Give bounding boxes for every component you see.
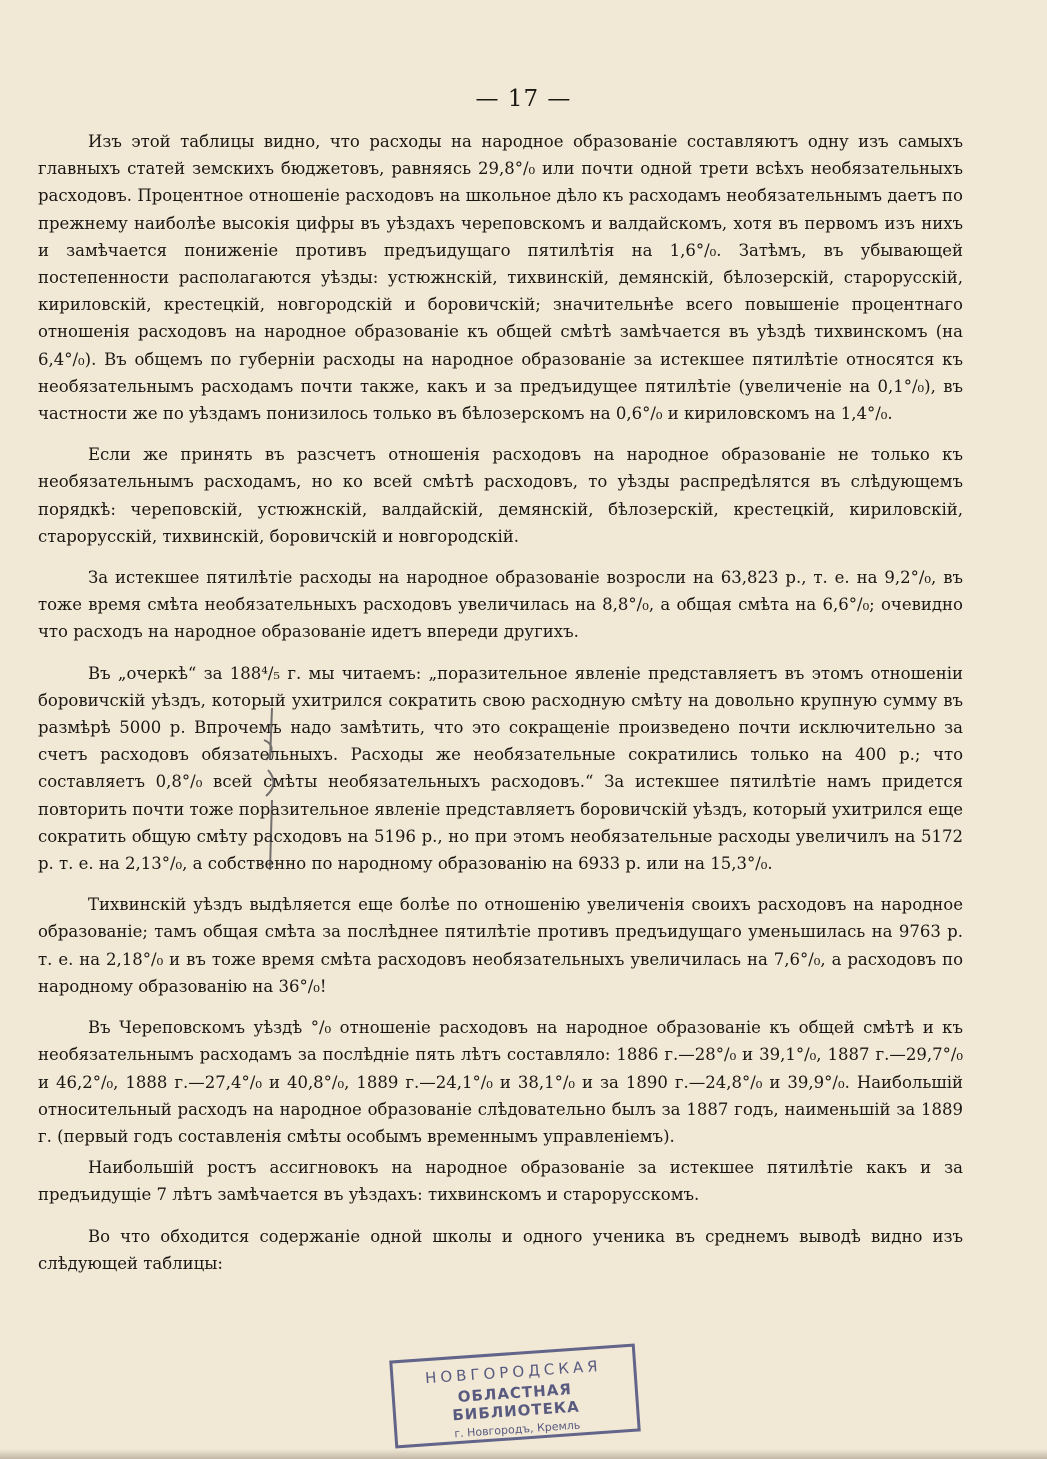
paragraph-8: Во что обходится содержаніе одной школы и одного ученика въ среднемъ выводѣ видно изъ слѣдующей таблицы: [38, 1226, 963, 1273]
paragraph-3: За истекшее пятилѣтіе расходы на народное образованіе возросли на 63,823 р., т. е. на 9,2°/₀, въ тоже время смѣта необязательныхъ расходовъ увеличилась на 8,8°/₀, а общая смѣта на 6,6°/₀; очевидно что расходъ на народное образованіе идетъ впереди другихъ. [38, 568, 963, 642]
paragraph-1: Изъ этой таблицы видно, что расходы на народное образованіе составляютъ одну изъ самыхъ главныхъ статей земскихъ бюджетовъ, равняясь 29,8°/₀ или почти одной трети всѣхъ необязательныхъ расходовъ. Процентное отношеніе расходовъ на школьное дѣло къ расходамъ необязательнымъ даетъ по прежнему наиболѣе высокія цифры въ уѣздахъ череповскомъ и валдайскомъ, хотя въ первомъ изъ нихъ и замѣчается пониженіе противъ предъидущаго пятилѣтія на 1,6°/₀. Затѣмъ, въ убывающей постепенности располагаются уѣзды: устюжнскій, тихвинскій, демянскій, бѣлозерскій, старорусскій, кириловскій, крестецкій, новгородскій и боровичскій; значительнѣе всего повышеніе процентнаго отношенія расходовъ на народное образованіе къ общей смѣтѣ замѣчается въ уѣздѣ тихвинскомъ (на 6,4°/₀). Въ общемъ по губерніи расходы на народное образованіе за истекшее пятилѣтіе относятся къ необязательнымъ расходамъ почти также, какъ и за предъидущее пятилѣтіе (увеличеніе на 0,1°/₀), въ частности же по уѣздамъ понизилось только въ бѣлозерскомъ на 0,6°/₀ и кириловскомъ на 1,4°/₀. [38, 132, 963, 424]
paragraph-5: Тихвинскій уѣздъ выдѣляется еще болѣе по отношенію увеличенія своихъ расходовъ на народное образованіе; тамъ общая смѣта за послѣднее пятилѣтіе противъ предъидущаго уменьшилась на 9763 р. т. е. на 2,18°/₀ и въ тоже время смѣта расходовъ необязательныхъ увеличилась на 7,6°/₀, а расходовъ по народному образованію на 36°/₀! [38, 895, 963, 996]
paragraph-2: Если же принять въ разсчетъ отношенія расходовъ на народное образованіе не только къ необязательнымъ расходамъ, но ко всей смѣтѣ расходовъ, то уѣзды распредѣлятся въ слѣдующемъ порядкѣ: череповскій, устюжнскій, валдайскій, демянскій, бѣлозерскій, крестецкій, кириловскій, старорусскій, тихвинскій, боровичскій и новгородскій. [38, 445, 963, 546]
stamp-line-1: НОВГОРОДСКАЯ [424, 1356, 603, 1388]
paragraph-7: Наибольшій ростъ ассигновокъ на народное образованіе за истекшее пятилѣтіе какъ и за предъидущіе 7 лѣтъ замѣчается въ уѣздахъ: тихвинскомъ и старорусскомъ. [38, 1158, 963, 1205]
body-text [38, 128, 963, 1291]
paragraph-4: Въ „очеркѣ“ за 188⁴/₅ г. мы читаемъ: „поразительное явленіе представляетъ въ этомъ отношеніи боровичскій уѣздъ, который ухитрился сократить свою расходную смѣту на довольно крупную сумму въ размѣрѣ 5000 р. Впрочемъ надо замѣтить, что это сокращеніе произведено почти исключительно за счетъ расходовъ обязательныхъ. Расходы же необязательные сократились только на 400 р.; что составляетъ 0,8°/₀ всей смѣты необязательныхъ расходовъ.“ За истекшее пятилѣтіе намъ придется повторить почти тоже поразительное явленіе представляетъ боровичскій уѣздъ, который ухитрился еще сократить общую смѣту расходовъ на 5196 р., но при этомъ необязательные расходы увеличилъ на 5172 р. т. е. на 2,13°/₀, а собственно по народному образованію на 6933 р. или на 15,3°/₀. [38, 663, 963, 874]
stamp-line-2: ОБЛАСТНАЯ БИБЛИОТЕКА [451, 1380, 581, 1425]
library-stamp [389, 1344, 641, 1449]
stamp-line-3: г. Новгородъ, Кремль [453, 1418, 581, 1441]
page-number: — 17 — [475, 86, 572, 112]
page-edge-shadow [0, 1449, 1047, 1459]
paragraph-6: Въ Череповскомъ уѣздѣ °/₀ отношеніе расходовъ на народное образованіе къ общей смѣтѣ и къ необязательнымъ расходамъ за послѣдніе пять лѣтъ составляло: 1886 г.—28°/₀ и 39,1°/₀, 1887 г.—29,7°/₀ и 46,2°/₀, 1888 г.—27,4°/₀ и 40,8°/₀, 1889 г.—24,1°/₀ и 38,1°/₀ и за 1890 г.—24,8°/₀ и 39,9°/₀. Наибольшій относительный расходъ на народное образованіе слѣдовательно былъ за 1887 годъ, наименьшій за 1889 г. (первый годъ составленія смѣты особымъ временнымъ управленіемъ). [38, 1018, 963, 1146]
